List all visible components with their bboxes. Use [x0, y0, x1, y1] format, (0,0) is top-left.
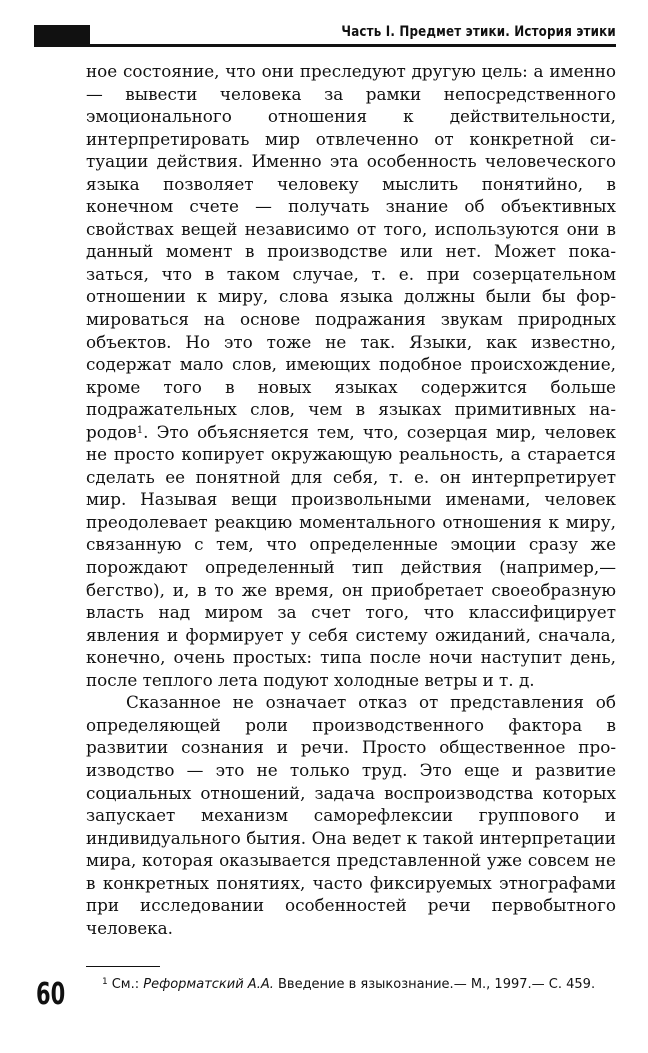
header-rule	[34, 44, 616, 47]
footnote-reference: 1	[136, 424, 144, 436]
footnote-mark: 1	[102, 977, 108, 987]
footnote-separator	[86, 966, 160, 967]
page-number: 60	[36, 977, 66, 1012]
header-title: Часть I. Предмет этики. История этики	[341, 24, 616, 40]
paragraph-1-text-b: . Это объясняется тем, что, созерцая мир, человек не просто копирует окружающую реальность, а старается сделать ее понятной для себя, т. е. он интерпретирует мир. Называя вещи произвольными именами, человек преодолевает реакцию моментального отношения к миру, связанную с тем, что определенные эмоции сразу же порождают определенный тип действия (например,— бегство), и, в то же время, он приобретает своеобразную власть над миром за счет того, что классифицирует явления и формирует у себя систему ожиданий, сначала, конечно, очень простых: типа после ночи наступит день, после теплого лета подуют холодные ветры и т. д.	[86, 421, 616, 690]
footnote-prefix: См.:	[111, 977, 144, 992]
running-header	[34, 20, 616, 44]
body-text	[86, 60, 616, 939]
paragraph-2: Сказанное не означает отказ от представления об определяющей роли производственного фактора в развитии сознания и речи. Просто общественное производство — это не только труд. Это еще и развитие социальных отношений, задача воспроизводства которых запускает механизм саморефлексии группового и индивидуального бытия. Она ведет к такой интерпретации мира, которая оказывается представленной уже совсем не в конкретных понятиях, часто фиксируемых этнографами при исследовании особенностей речи первобытного человека.	[86, 692, 616, 938]
footnote	[86, 972, 616, 995]
paragraph-1-text-a: ное состояние, что они преследуют другую цель: а именно — вывести человека за рамки непосредственного эмоционального отношения к действительности, интерпретировать мир отвлеченно от конкретной ситуации действия. Именно эта особенность человеческого языка позволяет человеку мыслить понятийно, в конечном счете — получать знание об объективных свойствах вещей независимо от того, используются они в данный момент в производстве или нет. Может показаться, что в таком случае, т. е. при созерцательном отношении к миру, слова языка должны были бы формироваться на основе подражания звукам природных объектов. Но это тоже не так. Языки, как известно, содержат мало слов, имеющих подобное происхождение, кроме того в новых языках содержится больше подражательных слов, чем в языках примитивных народов	[86, 61, 616, 442]
footnote-source: Введение в языкознание.— М., 1997.— С. 459.	[273, 977, 596, 992]
footnote-author: Реформатский А.А.	[143, 977, 274, 992]
paragraph-1	[86, 60, 616, 691]
header-black-bar	[34, 25, 90, 44]
